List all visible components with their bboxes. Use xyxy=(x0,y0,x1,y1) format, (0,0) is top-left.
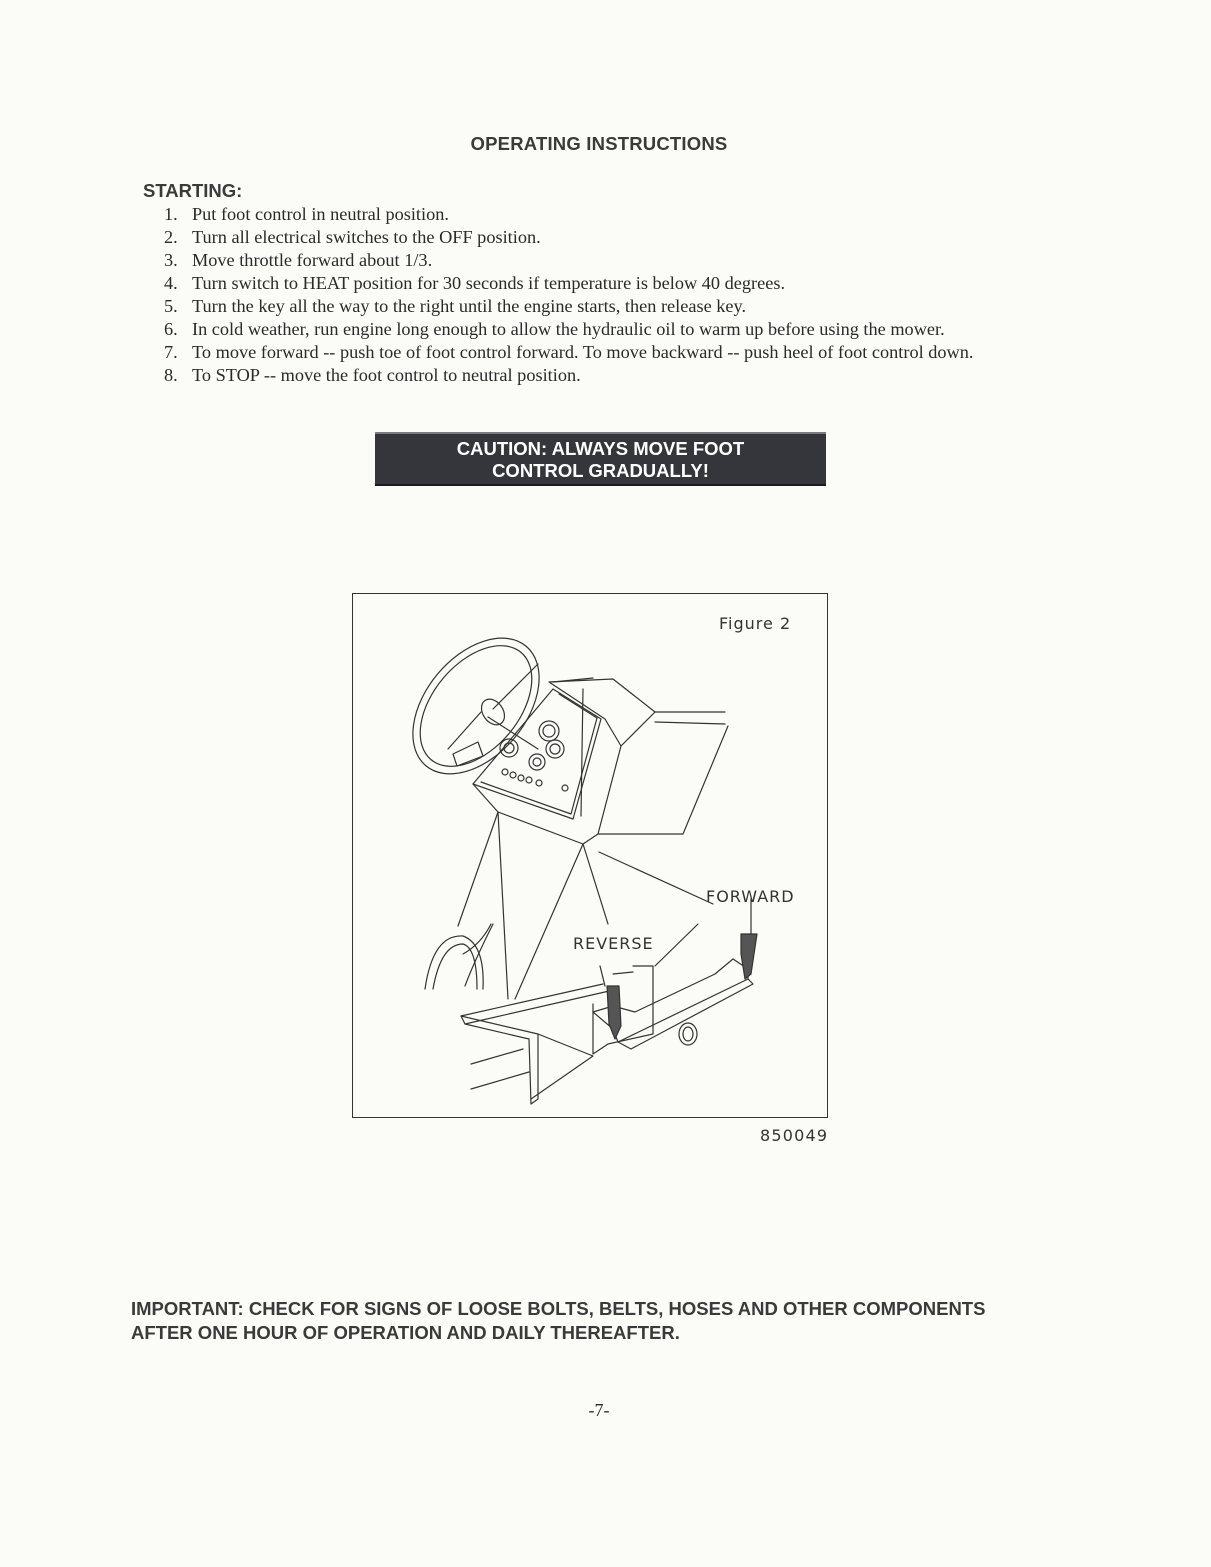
reverse-label: REVERSE xyxy=(573,934,654,953)
step-text: To move forward -- push toe of foot control forward. To move backward -- push heel of foot control down. xyxy=(192,342,974,362)
page-title: OPERATING INSTRUCTIONS xyxy=(470,133,728,154)
step-text: Turn switch to HEAT position for 30 seconds if temperature is below 40 degrees. xyxy=(192,273,786,293)
figure-number-label: Figure 2 xyxy=(719,614,792,633)
starting-steps-list xyxy=(164,203,973,387)
forward-label: FORWARD xyxy=(706,887,795,906)
step-text: Put foot control in neutral position. xyxy=(192,204,449,224)
step-text: Move throttle forward about 1/3. xyxy=(192,250,433,270)
step-number: 3. xyxy=(164,250,178,270)
step-number: 1. xyxy=(164,204,178,224)
console-column xyxy=(458,784,713,999)
step-number: 6. xyxy=(164,319,178,339)
important-notice xyxy=(131,1297,1091,1345)
fender-outline xyxy=(425,924,491,989)
floor-platform xyxy=(461,966,653,1104)
step-text: In cold weather, run engine long enough to allow the hydraulic oil to warm up before using the mower. xyxy=(192,319,945,339)
list-item xyxy=(164,226,973,249)
list-item xyxy=(164,272,973,295)
section-heading-starting: STARTING: xyxy=(143,180,243,201)
list-item xyxy=(164,364,973,387)
caution-banner xyxy=(375,432,826,486)
figure-code: 850049 xyxy=(760,1126,829,1145)
page-number: -7- xyxy=(588,1400,610,1420)
mower-controls-drawing xyxy=(353,594,829,1119)
list-item xyxy=(164,203,973,226)
important-line-2: AFTER ONE HOUR OF OPERATION AND DAILY THEREAFTER. xyxy=(131,1322,680,1343)
step-number: 4. xyxy=(164,273,178,293)
step-text: Turn the key all the way to the right until the engine starts, then release key. xyxy=(192,296,747,316)
step-number: 8. xyxy=(164,365,178,385)
caution-line-2: CONTROL GRADUALLY! xyxy=(492,460,709,481)
step-text: To STOP -- move the foot control to neutral position. xyxy=(192,365,581,385)
list-item xyxy=(164,318,973,341)
figure-2-illustration xyxy=(352,593,828,1118)
step-number: 5. xyxy=(164,296,178,316)
list-item xyxy=(164,341,973,364)
step-text: Turn all electrical switches to the OFF position. xyxy=(192,227,541,247)
list-item xyxy=(164,249,973,272)
list-item xyxy=(164,295,973,318)
step-number: 2. xyxy=(164,227,178,247)
reverse-arrow-icon xyxy=(607,986,621,1039)
reverse-leader-line xyxy=(600,966,605,986)
forward-arrow-icon xyxy=(741,934,757,979)
step-number: 7. xyxy=(164,342,178,362)
caution-line-1: CAUTION: ALWAYS MOVE FOOT xyxy=(456,438,745,459)
important-line-1: IMPORTANT: CHECK FOR SIGNS OF LOOSE BOLTS, BELTS, HOSES AND OTHER COMPONENTS xyxy=(131,1298,986,1319)
